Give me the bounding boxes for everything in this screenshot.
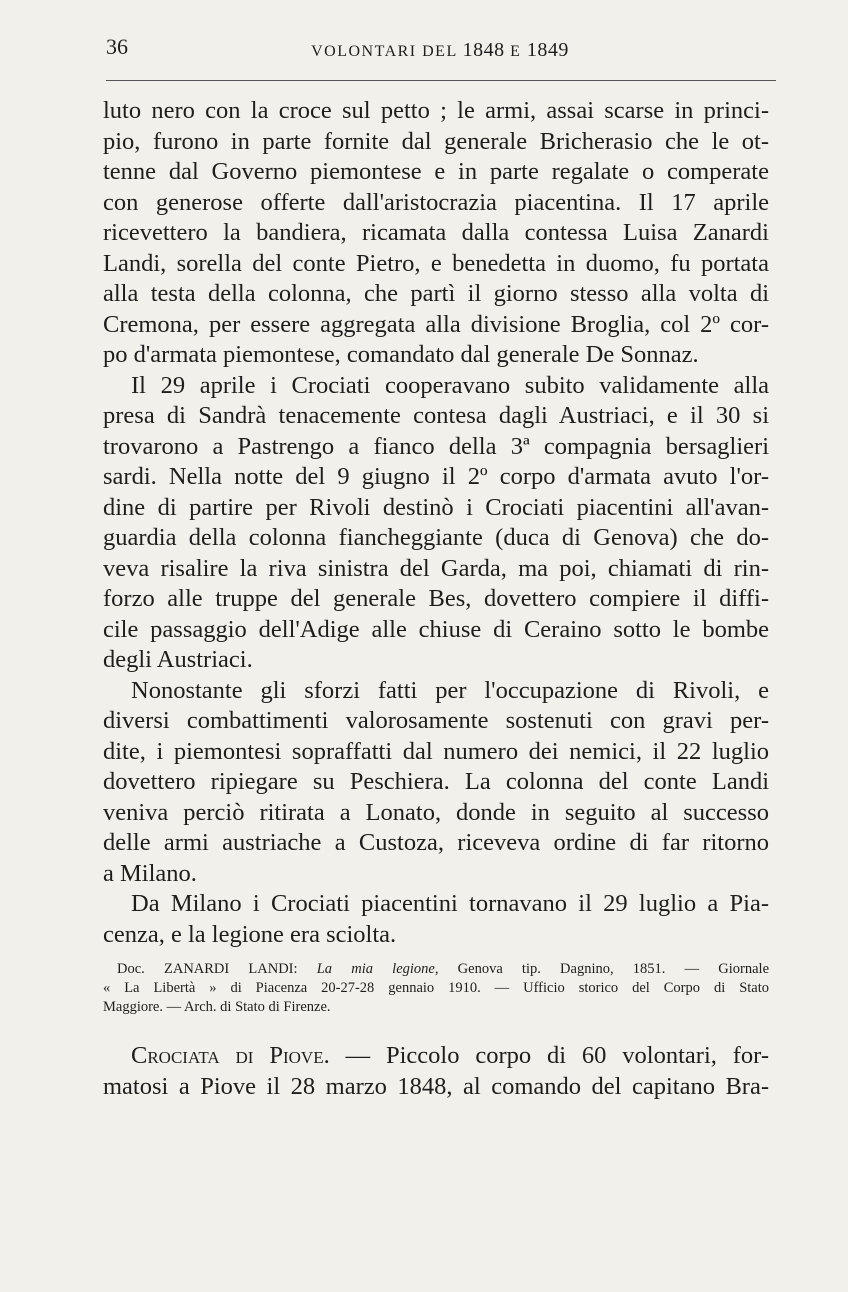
text-line: sardi. Nella notte del 9 giugno il 2º corpo d'armata avuto l'or- [103, 463, 769, 490]
running-title-year1: 1848 [462, 39, 505, 61]
text-line: Da Milano i Crociati piacentini tornavano il 29 luglio a Pia- [131, 890, 769, 917]
text-line: Il 29 aprile i Crociati cooperavano subito validamente alla [131, 371, 769, 399]
text-line: con generose offerte dall'aristocrazia piacentina. Il 17 aprile [103, 188, 769, 216]
text-line: po d'armata piemontese, comandato dal generale De Sonnaz. [103, 341, 699, 368]
text-line: delle armi austriache a Custoza, riceveva ordine di far ritorno [103, 829, 769, 856]
section-heading-di: di [235, 1042, 254, 1069]
paragraph-3 [103, 676, 769, 890]
text-line: luto nero con la croce sul petto ; le armi, assai scarse in princi- [103, 97, 769, 124]
text-line: diversi combattimenti valorosamente sostenuti con gravi per- [103, 707, 769, 734]
body-text [103, 96, 769, 1102]
source-line1-rest: Genova tip. Dagnino, 1851. — Giornale [457, 961, 770, 977]
text-line: Nonostante gli sforzi fatti per l'occupazione di Rivoli, e [131, 676, 769, 704]
text-line: ricevettero la bandiera, ricamata dalla contessa Luisa Zanardi [103, 219, 769, 246]
paragraph-2 [103, 371, 769, 676]
text-line: tenne dal Governo piemontese e in parte regalate o comperate [103, 158, 769, 185]
running-title-year2: 1849 [526, 39, 569, 61]
text-line: matosi a Piove il 28 marzo 1848, al comando del capitano Bra- [103, 1072, 769, 1100]
text-line: veniva perciò ritirata a Lonato, donde in seguito al successo [103, 798, 769, 826]
text-line: cile passaggio dell'Adige alle chiuse di Ceraino sotto le bombe [103, 615, 769, 643]
running-title [100, 39, 780, 62]
text-line: guardia della colonna fiancheggiante (duca di Genova) che do- [103, 524, 769, 551]
text-line: dovettero ripiegare su Peschiera. La colonna del conte Landi [103, 768, 769, 795]
text-line: veva risalire la riva sinistra del Garda, ma poi, chiamati di rin- [103, 554, 769, 582]
source-work-title: La mia legione, [316, 961, 439, 977]
section-line1-rest: — Piccolo corpo di 60 volontari, for- [345, 1042, 769, 1069]
section-crociata-di-piove [103, 1041, 769, 1102]
section-first-line [103, 1041, 769, 1072]
source-references [103, 960, 769, 1017]
paragraph-4 [103, 889, 769, 950]
page-number: 36 [106, 34, 128, 59]
source-line [103, 960, 769, 979]
page-header [100, 34, 780, 70]
source-line: Maggiore. — Arch. di Stato di Firenze. [103, 999, 331, 1015]
text-line: presa di Sandrà tenacemente contesa dagli Austriaci, e il 30 si [103, 402, 769, 429]
text-line: Landi, sorella del conte Pietro, e benedetta in duomo, fu portata [103, 249, 769, 277]
source-author: ZANARDI LANDI: [163, 961, 298, 977]
text-line: alla testa della colonna, che partì il giorno stesso alla volta di [103, 280, 769, 307]
text-line: dine di partire per Rivoli destinò i Crociati piacentini all'avan- [103, 493, 769, 521]
running-title-prefix: VOLONTARI DEL [311, 43, 458, 60]
section-heading-word2: Piove. [269, 1042, 330, 1069]
text-line: trovarono a Pastrengo a fianco della 3ª compagnia bersaglieri [103, 432, 769, 460]
text-line: cenza, e la legione era sciolta. [103, 920, 397, 948]
header-rule [106, 80, 776, 81]
section-heading-word1: Crociata [131, 1042, 220, 1069]
section-heading [131, 1042, 330, 1069]
text-line: dite, i piemontesi sopraffatti dal numero dei nemici, il 22 luglio [103, 737, 769, 765]
text-line: degli Austriaci. [103, 646, 253, 673]
source-label: Doc. [117, 961, 145, 977]
text-line: Cremona, per essere aggregata alla divisione Broglia, col 2º cor- [103, 310, 769, 338]
text-line: pio, furono in parte fornite dal generale Bricherasio che le ot- [103, 127, 769, 155]
running-title-conj: E [510, 43, 522, 60]
text-line: a Milano. [103, 859, 197, 887]
paragraph-1 [103, 96, 769, 371]
text-line: forzo alle truppe del generale Bes, dovettero compiere il diffi- [103, 585, 769, 612]
source-line: « La Libertà » di Piacenza 20-27-28 gennaio 1910. — Ufficio storico del Corpo di Stato [103, 980, 769, 996]
